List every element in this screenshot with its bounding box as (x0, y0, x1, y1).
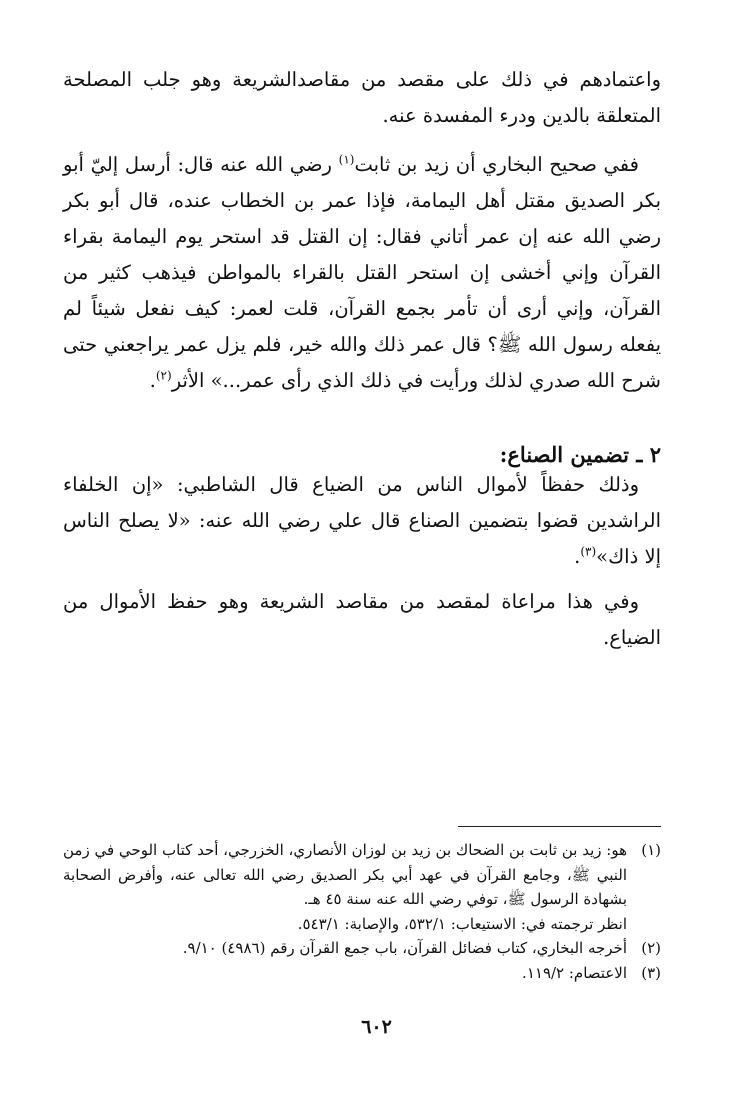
page-number: ٦٠٢ (361, 1016, 392, 1038)
tadmin-text-end: . (574, 545, 581, 568)
paragraph-intro-text: واعتمادهم في ذلك على مقصد من مقاصدالشريعة وهو جلب المصلحة المتعلقة بالدين ودرء المفسدة عنه. (63, 68, 661, 127)
narration-text-start: ففي صحيح البخاري أن زيد بن ثابت (354, 153, 639, 176)
narration-text-body: رضي الله عنه قال: أرسل إليّ أبو بكر الصديق مقتل أهل اليمامة، فإذا عمر بن الخطاب عنده، قال أبو بكر رضي الله عنه إن عمر أتاني فقال: إن القتل قد استحر يوم اليمامة بقراء القرآن وإني أخشى إن استحر القتل بالقراء بالمواطن فيذهب كثير من القرآن، وإني أرى أن تأمر بجمع القرآن، قلت لعمر: كيف نفعل شيئاً لم يفعله رسول الله ﷺ؟ قال عمر ذلك والله خير، فلم يزل عمر يراجعني حتى شرح الله صدري لذلك ورأيت في ذلك الذي رأى عمر...» الأثر (63, 153, 661, 392)
paragraph-tadmin (63, 467, 661, 575)
footnote-1 (63, 838, 661, 912)
footnote-ref-2[interactable]: (٢) (155, 368, 172, 383)
footnote-ref-1[interactable]: (١) (338, 152, 355, 167)
footnote-1-reference: انظر ترجمته في: الاستيعاب: ٥٣٢/١، والإصابة: ٥٤٣/١. (297, 914, 627, 933)
footnote-number: (٣) (641, 963, 661, 982)
footnote-ref-3[interactable]: (٣) (580, 544, 597, 559)
footnote-number: (١) (641, 841, 661, 859)
section-heading: ٢ ـ تضمين الصناع: (499, 442, 661, 467)
footnote-3 (63, 961, 661, 986)
footnote-number: (٢) (641, 939, 661, 957)
footnote-2 (63, 936, 661, 961)
paragraph-conclusion (63, 584, 661, 656)
tadmin-text: وذلك حفظاً لأموال الناس من الضياع قال الشاطبي: «إن الخلفاء الراشدين قضوا بتضمين الصناع قال علي رضي الله عنه: «لا يصلح الناس إلا ذاك» (63, 473, 661, 568)
footnotes (63, 838, 661, 985)
footnote-separator (458, 826, 661, 827)
narration-text-end: . (149, 369, 156, 392)
paragraph-intro (63, 62, 661, 134)
paragraph-bukhari-narration (63, 147, 661, 399)
footnote-text: الاعتصام: ١١٩/٢. (522, 963, 627, 982)
footnote-text: هو: زيد بن ثابت بن الضحاك بن زيد بن لوزان الأنصاري، الخزرجي، أحد كتاب الوحي في زمن النبي ﷺ، وجامع القرآن في عهد أبي بكر الصديق رضي الله تعالى عنه، وأفرض الصحابة بشهادة الرسول ﷺ، توفي رضي الله عنه سنة ٤٥ هـ. (63, 841, 627, 908)
footnote-text: أخرجه البخاري، كتاب فضائل القرآن، باب جمع القرآن رقم (٤٩٨٦) ٩/١٠. (182, 939, 627, 957)
conclusion-text: وفي هذا مراعاة لمقصد من مقاصد الشريعة وهو حفظ الأموال من الضياع. (63, 590, 661, 649)
